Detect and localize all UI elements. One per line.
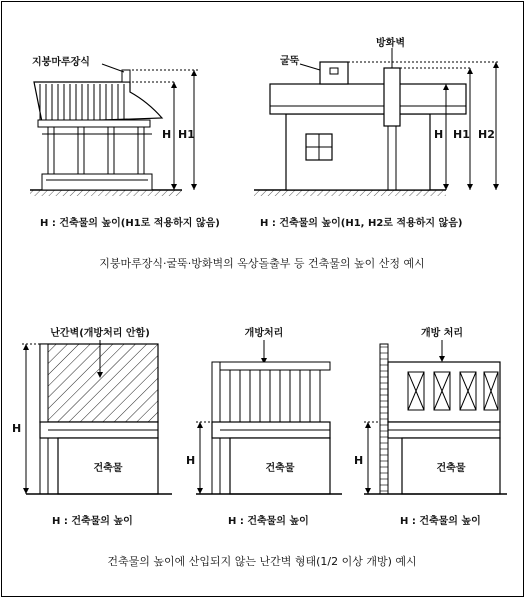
bar-parapet-diagram xyxy=(186,326,342,527)
chimney-label: 굴뚝 xyxy=(280,56,300,67)
bottom-section-title: 건축물의 높이에 산입되지 않는 난간벽 형태(1/2 이상 개방) 예시 xyxy=(107,555,417,568)
left-wall xyxy=(380,344,388,494)
building-label: 건축물 xyxy=(436,463,466,474)
ground-hatch xyxy=(254,190,446,196)
pavilion-base xyxy=(42,174,152,190)
pavilion-roof xyxy=(34,82,162,122)
bottom-left-caption: H : 건축물의 높이 xyxy=(52,516,133,527)
diagram-canvas xyxy=(2,2,523,596)
roof-slab xyxy=(270,84,466,114)
pavilion-diagram xyxy=(30,55,220,229)
diagram-frame xyxy=(1,1,524,597)
parapet-bars xyxy=(230,370,320,422)
parapet-rail xyxy=(220,362,330,370)
chimney-leader xyxy=(300,64,320,70)
solid-parapet xyxy=(40,344,158,422)
firewall xyxy=(384,68,400,126)
top-left-caption: H : 건축물의 높이(H1로 적용하지 않음) xyxy=(40,218,220,229)
dim-label-h: H xyxy=(354,454,364,467)
dim-label-h1: H1 xyxy=(178,128,195,141)
top-right-caption: H : 건축물의 높이(H1, H2로 적용하지 않음) xyxy=(260,218,463,229)
dim-label-h2: H2 xyxy=(478,128,495,141)
house-diagram xyxy=(254,36,500,229)
firewall-label: 방화벽 xyxy=(376,38,405,49)
solid-parapet-diagram xyxy=(12,326,172,527)
dim-label-h: H xyxy=(434,128,444,141)
ground-hatch xyxy=(30,190,182,196)
eave-beam xyxy=(38,120,150,127)
solid-parapet-label: 난간벽(개방처리 안함) xyxy=(50,328,150,339)
ornament-leader xyxy=(102,64,124,72)
building-label: 건축물 xyxy=(265,463,295,474)
left-wall xyxy=(40,344,48,494)
framed-parapet-diagram xyxy=(354,326,507,527)
bar-parapet-label: 개방처리 xyxy=(244,328,284,339)
ornament-label: 지붕마루장식 xyxy=(32,57,90,68)
dim-label-h: H xyxy=(162,128,172,141)
framed-parapet-label: 개방 처리 xyxy=(420,328,464,339)
dim-label-h: H xyxy=(12,422,22,435)
bottom-mid-caption: H : 건축물의 높이 xyxy=(228,516,309,527)
dim-label-h1: H1 xyxy=(453,128,470,141)
top-section-title: 지붕마루장식·굴뚝·방화벽의 옥상돌출부 등 건축물의 높이 산정 예시 xyxy=(99,257,425,270)
dim-label-h: H xyxy=(186,454,196,467)
building-label: 건축물 xyxy=(93,463,123,474)
bottom-right-caption: H : 건축물의 높이 xyxy=(400,516,481,527)
